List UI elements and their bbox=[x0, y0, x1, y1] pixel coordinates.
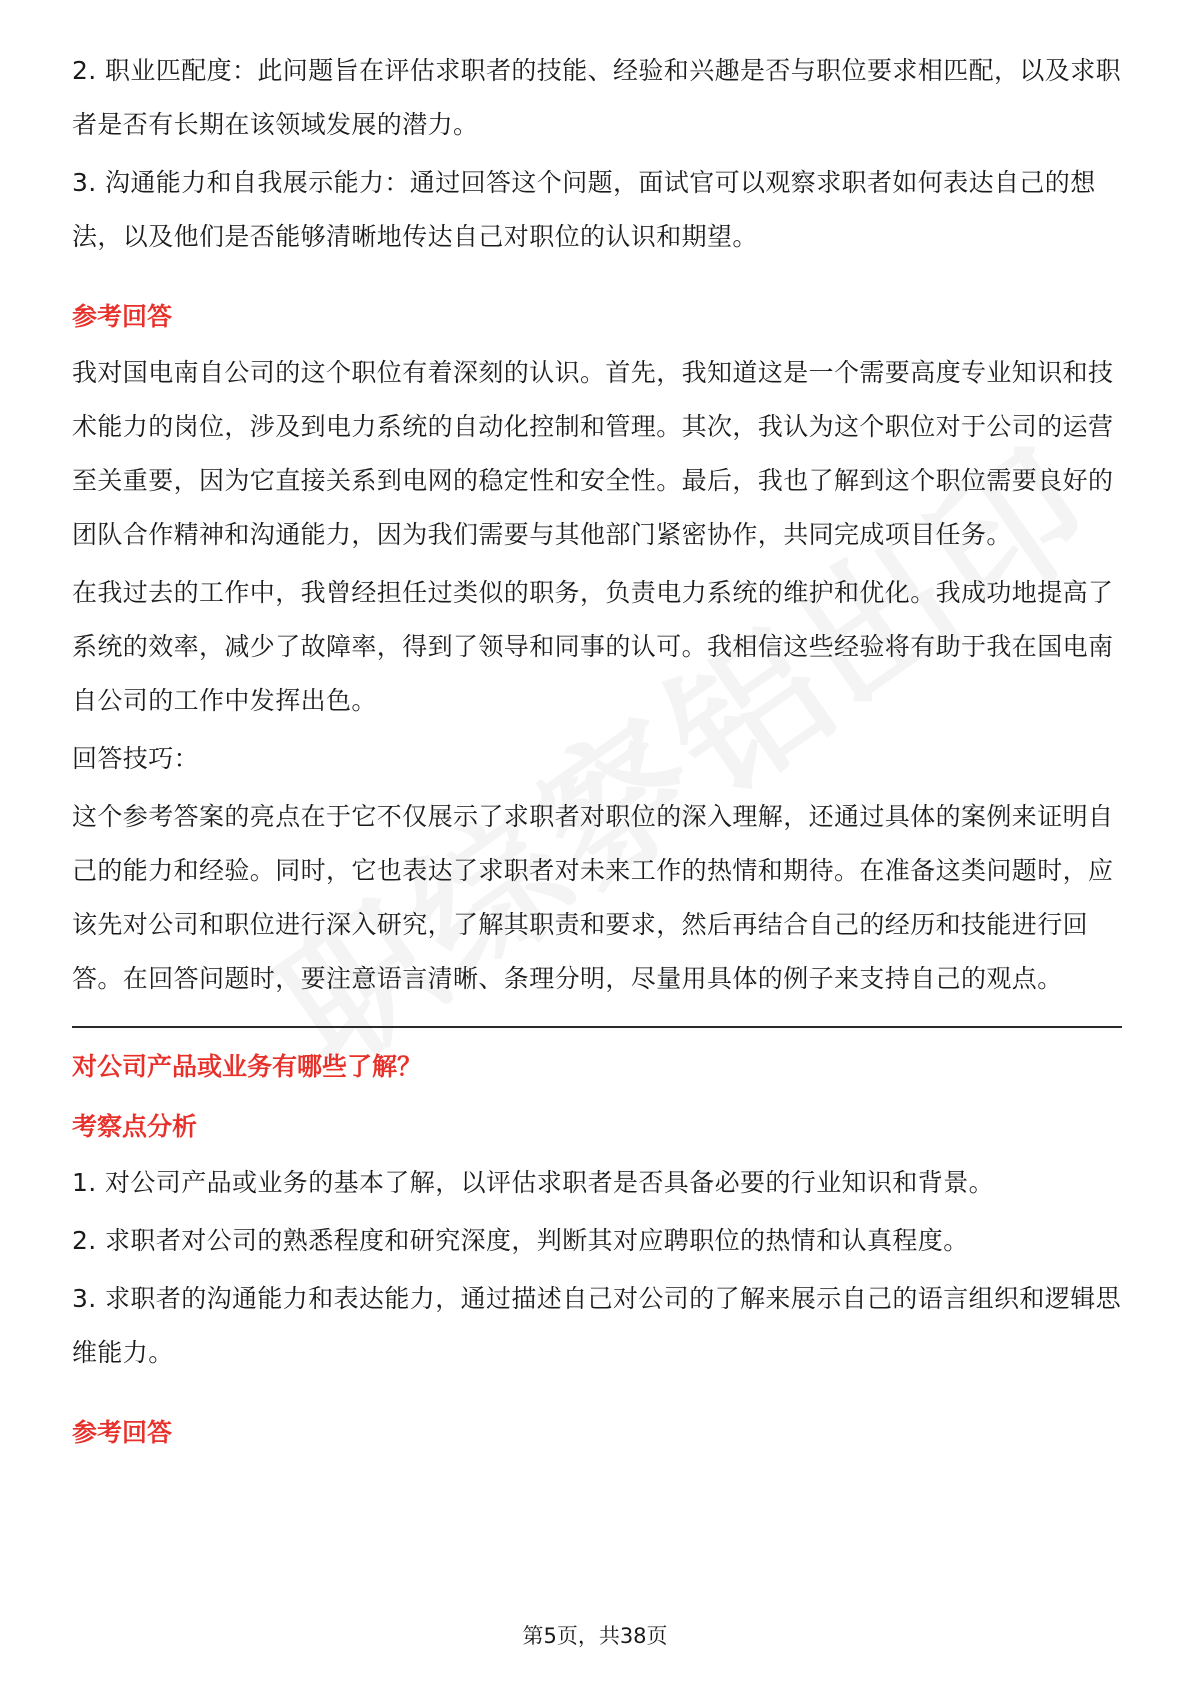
assessment-point-2: 2. 职业匹配度：此问题旨在评估求职者的技能、经验和兴趣是否与职位要求相匹配，以及求职者是否有长期在该领域发展的潜力。 bbox=[72, 56, 1122, 139]
answer-paragraph-1: 我对国电南自公司的这个职位有着深刻的认识。首先，我知道这是一个需要高度专业知识和技术能力的岗位，涉及到电力系统的自动化控制和管理。其次，我认为这个职位对于公司的运营至关重要，因为它直接关系到电网的稳定性和安全性。最后，我也了解到这个职位需要良好的团队合作精神和沟通能力，因为我们需要与其他部门紧密协作，共同完成项目任务。 bbox=[72, 358, 1114, 549]
answer-paragraph-2: 在我过去的工作中，我曾经担任过类似的职务，负责电力系统的维护和优化。我成功地提高了系统的效率，减少了故障率，得到了领导和同事的认可。我相信这些经验将有助于我在国电南自公司的工作中发挥出色。 bbox=[72, 578, 1114, 715]
assessment-point-3: 3. 沟通能力和自我展示能力：通过回答这个问题，面试官可以观察求职者如何表达自己的想法，以及他们是否能够清晰地传达自己对职位的认识和期望。 bbox=[72, 168, 1096, 251]
document-page bbox=[72, 44, 1122, 1462]
question-title: 对公司产品或业务有哪些了解？ bbox=[72, 1052, 423, 1081]
analysis-point-3: 3. 求职者的沟通能力和表达能力，通过描述自己对公司的了解来展示自己的语言组织和逻辑思维能力。 bbox=[72, 1284, 1122, 1367]
analysis-point-1: 1. 对公司产品或业务的基本了解，以评估求职者是否具备必要的行业知识和背景。 bbox=[72, 1168, 995, 1197]
section-divider bbox=[72, 1026, 1122, 1028]
analysis-heading: 考察点分析 bbox=[72, 1112, 198, 1141]
page-number: 第5页，共38页 bbox=[522, 1624, 668, 1648]
reference-answer-heading: 参考回答 bbox=[72, 302, 173, 331]
tips-text: 这个参考答案的亮点在于它不仅展示了求职者对职位的深入理解，还通过具体的案例来证明自己的能力和经验。同时，它也表达了求职者对未来工作的热情和期待。在准备这类问题时，应该先对公司和职位进行深入研究，了解其职责和要求，然后再结合自己的经历和技能进行回答。在回答问题时，要注意语言清晰、条理分明，尽量用具体的例子来支持自己的观点。 bbox=[72, 802, 1114, 993]
reference-answer-heading-2: 参考回答 bbox=[72, 1418, 173, 1447]
tips-label: 回答技巧： bbox=[72, 744, 200, 773]
analysis-point-2: 2. 求职者对公司的熟悉程度和研究深度，判断其对应聘职位的热情和认真程度。 bbox=[72, 1226, 969, 1255]
